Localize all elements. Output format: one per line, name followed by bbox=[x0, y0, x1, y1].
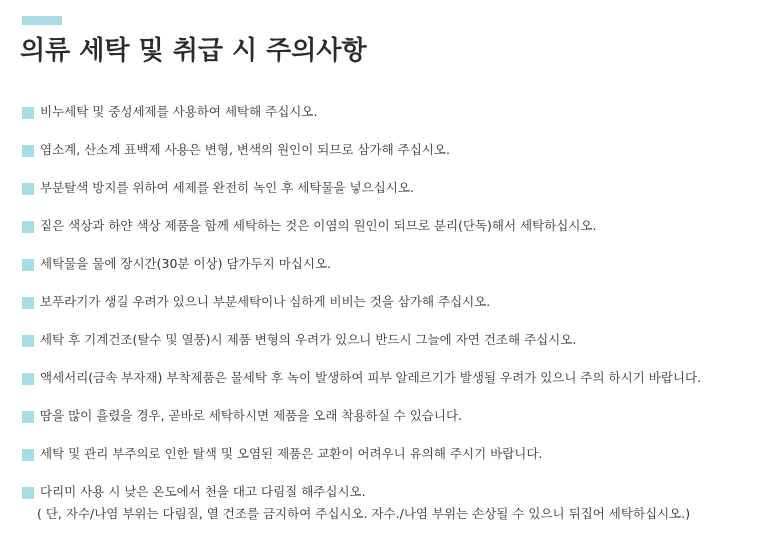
square-bullet-icon bbox=[22, 411, 34, 423]
square-bullet-icon bbox=[22, 107, 34, 119]
list-item-text: 짙은 색상과 하얀 색상 제품을 함께 세탁하는 것은 이염의 원인이 되므로 분리(단독)해서 세탁하십시오. bbox=[40, 218, 597, 233]
list-item-text: 액세서리(금속 부자재) 부착제품은 물세탁 후 녹이 발생하여 피부 알레르기가 발생될 우려가 있으니 주의 하시기 바랍니다. bbox=[40, 370, 702, 385]
square-bullet-icon bbox=[22, 183, 34, 195]
list-item bbox=[22, 141, 768, 179]
list-item-text: 보푸라기가 생길 우려가 있으니 부분세탁이나 심하게 비비는 것을 삼가해 주십시오. bbox=[40, 294, 491, 309]
list-item bbox=[22, 407, 768, 445]
list-item bbox=[22, 255, 768, 293]
square-bullet-icon bbox=[22, 487, 34, 499]
list-item-text: 염소계, 산소계 표백제 사용은 변형, 변색의 원인이 되므로 삼가해 주십시오. bbox=[40, 142, 450, 157]
square-bullet-icon bbox=[22, 297, 34, 309]
list-item bbox=[22, 103, 768, 141]
list-item-text: 땀을 많이 흘렸을 경우, 곧바로 세탁하시면 제품을 오래 착용하실 수 있습니다. bbox=[40, 408, 463, 423]
square-bullet-icon bbox=[22, 259, 34, 271]
list-item-text: 비누세탁 및 중성세제를 사용하여 세탁해 주십시오. bbox=[40, 104, 318, 119]
title-accent-bar bbox=[22, 16, 62, 25]
ironing-note: ( 단, 자수/나염 부위는 다림질, 열 건조를 금지하여 주십시오. 자수./나염 부위는 손상될 수 있으니 뒤집어 세탁하십시오.) bbox=[37, 506, 691, 521]
list-item bbox=[22, 445, 768, 483]
list-item bbox=[22, 179, 768, 217]
list-item-text: 부분탈색 방지를 위하여 세제를 완전히 녹인 후 세탁물을 넣으십시오. bbox=[40, 180, 414, 195]
list-item bbox=[22, 483, 768, 527]
square-bullet-icon bbox=[22, 373, 34, 385]
list-item bbox=[22, 217, 768, 255]
list-item-text: 세탁 후 기계건조(탈수 및 열풍)시 제품 변형의 우려가 있으니 반드시 그늘에 자연 건조해 주십시오. bbox=[40, 332, 577, 347]
square-bullet-icon bbox=[22, 335, 34, 347]
page-title: 의류 세탁 및 취급 시 주의사항 bbox=[20, 36, 367, 66]
care-instructions-list bbox=[22, 103, 768, 527]
square-bullet-icon bbox=[22, 145, 34, 157]
list-item bbox=[22, 331, 768, 369]
list-item-text: 세탁물을 물에 장시간(30분 이상) 담가두지 마십시오. bbox=[40, 256, 332, 271]
list-item-text: 세탁 및 관리 부주의로 인한 탈색 및 오염된 제품은 교환이 어려우니 유의해 주시기 바랍니다. bbox=[40, 446, 543, 461]
list-item bbox=[22, 369, 768, 407]
square-bullet-icon bbox=[22, 449, 34, 461]
list-item bbox=[22, 293, 768, 331]
square-bullet-icon bbox=[22, 221, 34, 233]
list-item-text: 다리미 사용 시 낮은 온도에서 천을 대고 다림질 해주십시오. bbox=[40, 484, 366, 499]
